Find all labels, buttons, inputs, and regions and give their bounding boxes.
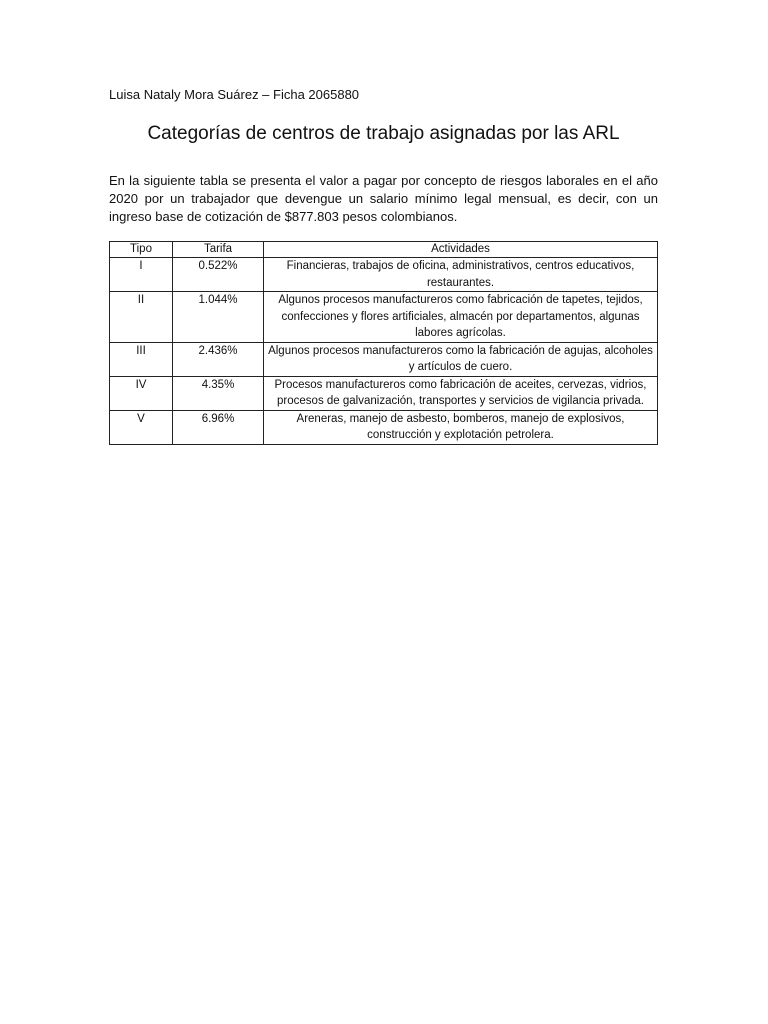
cell-tipo: II [110,292,173,343]
header-actividades: Actividades [264,242,657,258]
document-title: Categorías de centros de trabajo asignadas por las ARL [147,123,620,144]
cell-actividades: Areneras, manejo de asbesto, bomberos, manejo de explosivos, construcción y explotación petrolera. [296,412,625,441]
table-row [110,343,657,377]
cell-tarifa: 2.436% [173,343,264,377]
cell-tarifa: 6.96% [173,411,264,444]
table-row [110,258,657,292]
arl-categories-table [109,241,658,445]
header-tarifa: Tarifa [173,242,264,258]
author-line: Luisa Nataly Mora Suárez – Ficha 2065880 [109,87,360,102]
cell-tipo: III [110,343,173,377]
cell-actividades: Financieras, trabajos de oficina, administrativos, centros educativos, restaurantes. [264,258,657,292]
table-header-row [110,242,657,258]
cell-actividades: Algunos procesos manufactureros como fabricación de tapetes, tejidos, confecciones y flores artificiales, almacén por departamentos, algunas labores agrícolas. [264,292,657,343]
header-tipo: Tipo [110,242,173,258]
table-row [110,377,657,411]
cell-tarifa: 1.044% [173,292,264,343]
intro-paragraph: En la siguiente tabla se presenta el valor a pagar por concepto de riesgos laborales en el año 2020 por un trabajador que devengue un salario mínimo legal mensual, es decir, con un ingreso base de cotización de $877.803 pesos colombianos. [109,173,658,224]
table-row [110,411,657,444]
table-row [110,292,657,343]
cell-tipo: IV [110,377,173,411]
cell-actividades: Algunos procesos manufactureros como la fabricación de agujas, alcoholes y artículos de cuero. [264,343,657,377]
cell-tarifa: 4.35% [173,377,264,411]
cell-actividades: Procesos manufactureros como fabricación de aceites, cervezas, vidrios, procesos de galvanización, transportes y servicios de vigilancia privada. [264,377,657,411]
cell-tipo: V [110,411,173,444]
cell-tipo: I [110,258,173,292]
cell-tarifa: 0.522% [173,258,264,292]
